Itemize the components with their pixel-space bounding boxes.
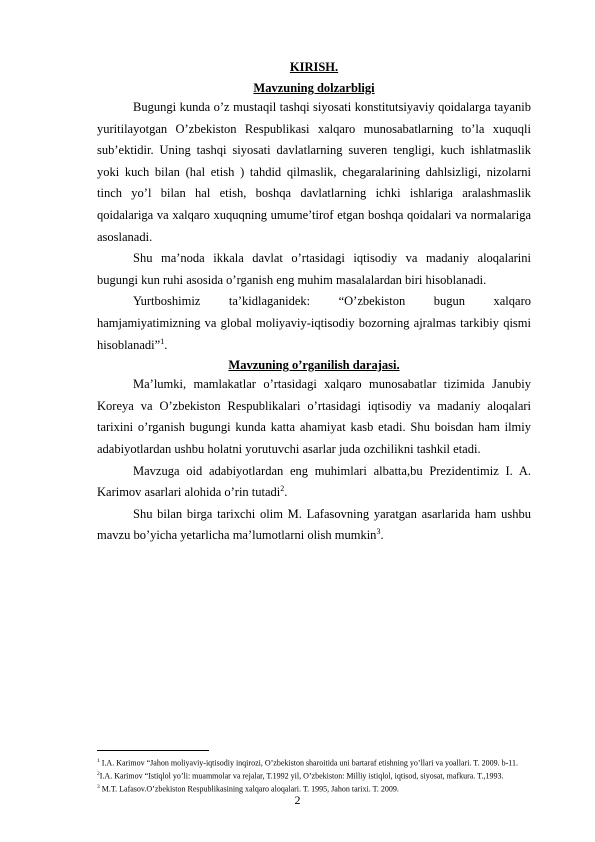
footnote bbox=[97, 756, 531, 769]
section-heading-study-level: Mavzuning o’rganilish darajasi. bbox=[228, 358, 400, 373]
paragraph bbox=[97, 248, 531, 291]
paragraph-text: Shu bilan birga tarixchi olim M. Lafasovning yaratgan asarlarida ham ushbu mavzu bo’yicha yetarlicha ma’lumotlarni olish mumkin bbox=[97, 506, 531, 543]
footnote-mark: 1 bbox=[97, 758, 100, 764]
footnote-ref: 1 bbox=[160, 336, 165, 346]
paragraph bbox=[97, 374, 531, 460]
footnote-mark: 3 bbox=[97, 784, 100, 791]
page-number: 2 bbox=[294, 793, 301, 807]
paragraph: Shu bilan birga tarixchi olim M. Lafasovning yaratgan asarlarida ham ushbu mavzu bo’yicha yetarlicha ma’lumotlarni olish mumkin$^3$. bbox=[97, 506, 531, 543]
paragraph bbox=[97, 97, 531, 248]
footnote-text: M.T. Lafasov.O’zbekiston Respublikasining xalqaro aloqalari. T. 1995, Jahon tarixi. T. 2009. bbox=[99, 784, 399, 794]
paragraph-text: Mavzuga oid adabiyotlardan eng muhimlari albatta,bu Prezidentimiz I. A. Karimov asarlari alohida o’rin tutadi bbox=[97, 463, 531, 500]
footnote-ref: 3 bbox=[376, 527, 381, 537]
footnote-text: I.A. Karimov “Jahon moliyaviy-iqtisodiy inqirozi, O’zbekiston sharoitida uni bartaraf etishning yo’llari va yoallari. T. 2009. b-11. bbox=[99, 758, 518, 768]
footnote-mark: 2 bbox=[97, 771, 100, 778]
footnote-text: I.A. Karimov “Istiqlol yo’li: muammolar va rejalar, T.1992 yil, O’zbekiston: Milliy istiqlol, iqtisod, siyosat, mafkura. T.,1993. bbox=[99, 771, 504, 781]
document-body bbox=[97, 58, 531, 547]
paragraph-text: Bugungi kunda o’z mustaqil tashqi siyosati konstitutsiyaviy qoidalarga tayanib yuritilayotgan O’zbekiston Respublikasi xalqaro munosabatlarning to’la xuquqli sub’ektidir. Uning tashqi siyosati davlatlarning suveren tengligi, kuch ishlatmaslik yoki kuch bilan (hal etish ) tahdid qilmaslik, chegaralarining dahlsizligi, nizolarni tinch yo’l bilan hal etish, boshqa davlatlarning ichki ishlariga aralashmaslik qoidalariga va xalqaro xuquqning umume’tirof etgan boshqa qoidalari va normalariga asoslanadi. bbox=[97, 100, 531, 244]
paragraph-text: Yurtboshimiz ta’kidlaganidek: “O’zbekiston bugun xalqaro hamjamiyatimizning va global moliyaviy-iqtisodiy bozorning ajralmas tarkibiy qismi hisoblanadi” bbox=[97, 294, 531, 352]
footnotes bbox=[97, 750, 531, 795]
paragraph: Yurtboshimiz ta’kidlaganidek: “O’zbekiston bugun xalqaro hamjamiyatimizning va global moliyaviy-iqtisodiy bozorning ajralmas tarkibiy qismi hisoblanadi”$^1$. bbox=[97, 294, 531, 352]
paragraph-text: Shu ma’noda ikkala davlat o’rtasidagi iqtisodiy va madaniy aloqalarini bugungi kun ruhi asosida o’rganish eng muhim masalalardan biri hisoblanadi. bbox=[97, 251, 531, 287]
footnote bbox=[97, 769, 531, 782]
footnote-ref: 2 bbox=[280, 483, 285, 493]
paragraph: Mavzuga oid adabiyotlardan eng muhimlari albatta,bu Prezidentimiz I. A. Karimov asarlari alohida o’rin tutadi$^2$. bbox=[97, 463, 531, 500]
paragraph-text: Ma’lumki, mamlakatlar o’rtasidagi xalqaro munosabatlar tizimida Janubiy Koreya va O’zbekiston Respublikalari o’rtasidagi iqtisodiy va madaniy aloqalari tarixini o’rganish bugungi kunda katta ahamiyat kasb etadi. Shu boisdan ham ilmiy adabiyotlardan ushbu holatni yorutuvchi asarlar juda ozchilikni tashkil etadi. bbox=[97, 377, 531, 456]
footnote-divider bbox=[97, 750, 209, 751]
page-title: KIRISH. bbox=[289, 60, 339, 74]
section-heading-relevance: Mavzuning dolzarbligi bbox=[253, 81, 375, 95]
